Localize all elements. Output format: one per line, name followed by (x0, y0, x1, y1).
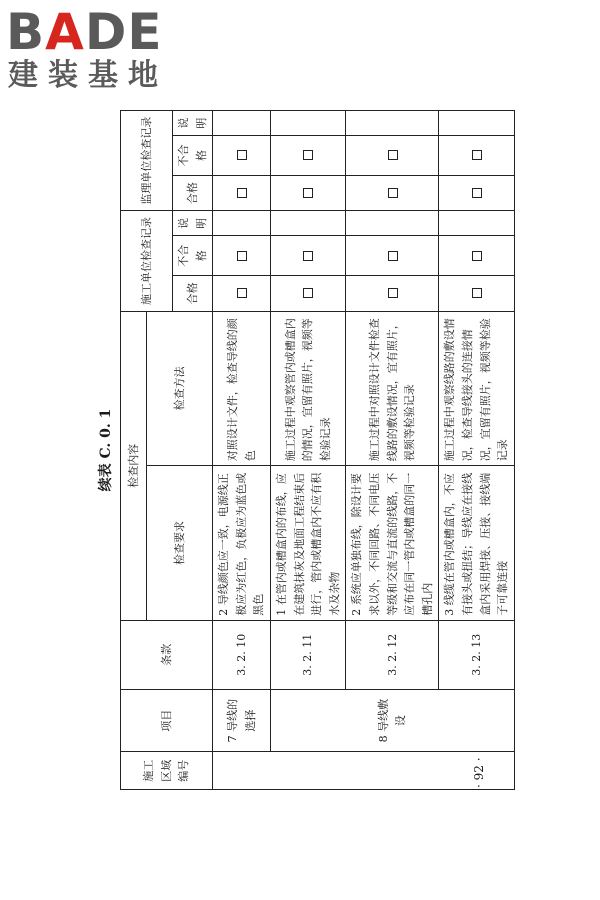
header-area: 施工区域编号 (121, 752, 213, 790)
header-construction-unit: 施工单位检查记录 (121, 211, 173, 311)
construction-remark-cell[interactable] (270, 211, 345, 236)
supervision-unqualified-checkbox[interactable] (213, 136, 271, 176)
supervision-remark-cell[interactable] (439, 111, 514, 136)
construction-qualified-checkbox[interactable] (213, 276, 271, 312)
supervision-qualified-checkbox[interactable] (270, 175, 345, 211)
header-remark: 说明 (173, 211, 213, 236)
construction-unqualified-checkbox[interactable] (346, 236, 439, 276)
page-number: · 92 · (472, 757, 486, 788)
inspection-table (120, 110, 515, 790)
area-cell (213, 752, 515, 790)
header-qualified: 合格 (173, 175, 213, 211)
supervision-remark-cell[interactable] (346, 111, 439, 136)
header-remark: 说明 (173, 111, 213, 136)
method-cell: 施工过程中观察线路的敷设情况，检查导线接头的连接情况，宜留有照片，视频等检验记录 (439, 311, 514, 466)
construction-qualified-checkbox[interactable] (346, 276, 439, 312)
header-method: 检查方法 (147, 311, 213, 466)
item-cell: 8 导线敷设 (270, 689, 514, 752)
table-row (213, 111, 271, 790)
supervision-unqualified-checkbox[interactable] (439, 136, 514, 176)
rotated-page (90, 110, 510, 790)
method-cell: 施工过程中对照设计文件检查线路的敷设情况，宜有照片，视频等检验记录 (346, 311, 439, 466)
header-inspection-content: 检查内容 (121, 311, 147, 620)
header-clause: 条款 (121, 620, 213, 689)
requirement-cell: 3 线缆在管内或槽盒内，不应有接头或扭结；导线应在接线盒内采用焊接、压接、接线端子可靠连接 (439, 466, 514, 621)
supervision-qualified-checkbox[interactable] (346, 175, 439, 211)
logo-wordmark: BADE (6, 3, 163, 61)
supervision-qualified-checkbox[interactable] (213, 175, 271, 211)
clause-cell: 3. 2. 12 (346, 620, 439, 689)
construction-unqualified-checkbox[interactable] (270, 236, 345, 276)
logo-subtitle: 建装基地 (8, 58, 168, 93)
construction-qualified-checkbox[interactable] (270, 276, 345, 312)
method-cell: 对照设计文件，检查导线的颜色 (213, 311, 271, 466)
table-row (346, 111, 439, 790)
bade-logo (6, 4, 176, 96)
construction-unqualified-checkbox[interactable] (213, 236, 271, 276)
supervision-qualified-checkbox[interactable] (439, 175, 514, 211)
header-unqualified: 不合格 (173, 136, 213, 176)
construction-remark-cell[interactable] (439, 211, 514, 236)
construction-qualified-checkbox[interactable] (439, 276, 514, 312)
table-title: 续表 C. 0. 1 (98, 408, 114, 492)
clause-cell: 3. 2. 11 (270, 620, 345, 689)
table-row (439, 111, 514, 790)
header-supervision-unit: 监理单位检查记录 (121, 111, 173, 211)
header-qualified: 合格 (173, 276, 213, 312)
header-requirement: 检查要求 (147, 466, 213, 621)
requirement-cell: 2 系统应单独布线，除设计要求以外，不同回路、不同电压等级和交流与直流的线路，不应布在同一管内或槽盒的同一槽孔内 (346, 466, 439, 621)
clause-cell: 3. 2. 10 (213, 620, 271, 689)
supervision-unqualified-checkbox[interactable] (270, 136, 345, 176)
requirement-cell: 1 在管内或槽盒内的布线，应在建筑抹灰及地面工程结束后进行，管内或槽盒内不应有积水及杂物 (270, 466, 345, 621)
supervision-unqualified-checkbox[interactable] (346, 136, 439, 176)
clause-cell: 3. 2. 13 (439, 620, 514, 689)
table-row (270, 111, 345, 790)
construction-remark-cell[interactable] (346, 211, 439, 236)
header-item: 项目 (121, 689, 213, 752)
construction-remark-cell[interactable] (213, 211, 271, 236)
requirement-cell: 2 导线颜色应一致，电源线正极应为红色，负极应为蓝色或黑色 (213, 466, 271, 621)
supervision-remark-cell[interactable] (270, 111, 345, 136)
construction-unqualified-checkbox[interactable] (439, 236, 514, 276)
supervision-remark-cell[interactable] (213, 111, 271, 136)
item-cell: 7 导线的选择 (213, 689, 271, 752)
method-cell: 施工过程中观察管内或槽盒内的情况，宜留有照片，视频等检验记录 (270, 311, 345, 466)
header-unqualified: 不合格 (173, 236, 213, 276)
